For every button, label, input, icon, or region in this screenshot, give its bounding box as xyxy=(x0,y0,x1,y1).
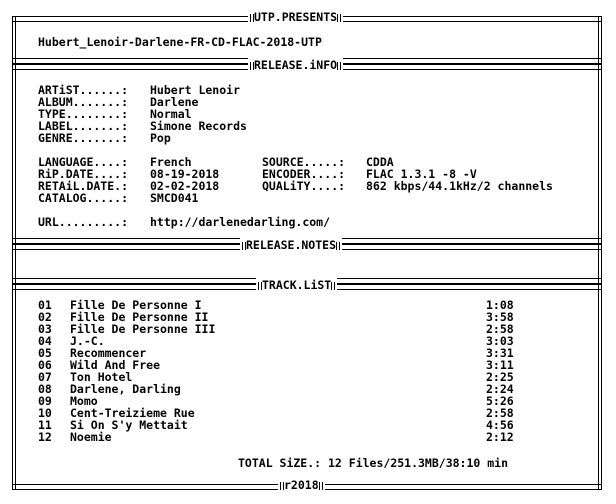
rip-date-value: 08-19-2018 xyxy=(150,167,220,181)
album-value: Darlene xyxy=(150,95,199,109)
track-title: Recommencer xyxy=(70,346,147,360)
track-title: Darlene, Darling xyxy=(70,382,181,396)
track-duration: 3:03 xyxy=(486,334,514,348)
track-title: Fille De Personne II xyxy=(70,310,209,324)
release-notes-header-text: RELEASE.NOTES xyxy=(246,238,337,252)
track-title: J.-C. xyxy=(70,334,105,348)
release-notes-header xyxy=(240,238,342,252)
quality-label: QUALiTY....: xyxy=(262,179,346,193)
presents-header xyxy=(248,10,343,24)
track-title: Fille De Personne I xyxy=(70,298,202,312)
track-duration: 2:58 xyxy=(486,406,514,420)
type-value: Normal xyxy=(150,107,192,121)
genre-label: GENRE.......: xyxy=(38,131,129,145)
release-info-box xyxy=(12,58,602,244)
track-duration: 2:12 xyxy=(486,430,514,444)
track-number: 02 xyxy=(38,310,52,324)
track-number: 09 xyxy=(38,394,52,408)
track-number: 11 xyxy=(38,418,52,432)
track-number: 12 xyxy=(38,430,52,444)
track-title: Si On S'y Mettait xyxy=(70,418,188,432)
type-label: TYPE........: xyxy=(38,107,129,121)
track-title: Cent-Treizieme Rue xyxy=(70,406,195,420)
url-label: URL.........: xyxy=(38,215,129,229)
artist-value: Hubert Lenoir xyxy=(150,83,241,97)
track-duration: 5:26 xyxy=(486,394,514,408)
track-duration: 2:25 xyxy=(486,370,514,384)
release-info-header-text: RELEASE.iNFO xyxy=(254,58,338,72)
track-number: 06 xyxy=(38,358,52,372)
track-duration: 2:24 xyxy=(486,382,514,396)
quality-value: 862 kbps/44.1kHz/2 channels xyxy=(366,179,553,193)
track-number: 10 xyxy=(38,406,52,420)
artist-label: ARTiST......: xyxy=(38,83,129,97)
encoder-value: FLAC 1.3.1 -8 -V xyxy=(366,167,477,181)
track-number: 04 xyxy=(38,334,52,348)
track-duration: 3:58 xyxy=(486,310,514,324)
track-number: 07 xyxy=(38,370,52,384)
label-label: LABEL.......: xyxy=(38,119,129,133)
release-name: Hubert_Lenoir-Darlene-FR-CD-FLAC-2018-UTP xyxy=(38,35,322,49)
presents-header-text: UTP.PRESENTS xyxy=(254,10,338,24)
encoder-label: ENCODER....: xyxy=(262,167,346,181)
retail-date-value: 02-02-2018 xyxy=(150,179,220,193)
language-label: LANGUAGE....: xyxy=(38,155,129,169)
track-list-box xyxy=(12,278,602,492)
release-info-header xyxy=(248,58,343,72)
catalog-label: CATALOG.....: xyxy=(38,191,129,205)
track-number: 01 xyxy=(38,298,52,312)
track-list-header-text: TRACK.LiST xyxy=(262,278,332,292)
track-number: 03 xyxy=(38,322,52,336)
total-size: TOTAL SiZE.: 12 Files/251.3MB/38:10 min xyxy=(238,456,509,470)
footer-tag xyxy=(278,478,325,492)
track-duration: 4:56 xyxy=(486,418,514,432)
track-title: Noemie xyxy=(70,430,112,444)
track-duration: 2:58 xyxy=(486,322,514,336)
track-row xyxy=(38,431,558,443)
label-value: Simone Records xyxy=(150,119,247,133)
track-title: Momo xyxy=(70,394,98,408)
genre-value: Pop xyxy=(150,131,171,145)
url-value: http://darlenedarling.com/ xyxy=(150,215,331,229)
footer-tag-text: r2018 xyxy=(284,478,319,492)
retail-date-label: RETAiL.DATE.: xyxy=(38,179,129,193)
track-duration: 1:08 xyxy=(486,298,514,312)
release-name-box xyxy=(12,10,602,64)
track-list-header xyxy=(256,278,337,292)
track-title: Ton Hotel xyxy=(70,370,133,384)
track-row xyxy=(38,383,558,395)
source-label: SOURCE.....: xyxy=(262,155,346,169)
track-number: 08 xyxy=(38,382,52,396)
track-title: Fille De Personne III xyxy=(70,322,216,336)
track-duration: 3:31 xyxy=(486,346,514,360)
track-duration: 3:11 xyxy=(486,358,514,372)
source-value: CDDA xyxy=(366,155,394,169)
track-row xyxy=(38,419,558,431)
album-label: ALBUM.......: xyxy=(38,95,129,109)
rip-date-label: RiP.DATE....: xyxy=(38,167,129,181)
language-value: French xyxy=(150,155,192,169)
catalog-value: SMCD041 xyxy=(150,191,199,205)
track-number: 05 xyxy=(38,346,52,360)
track-row xyxy=(38,323,558,335)
track-title: Wild And Free xyxy=(70,358,161,372)
